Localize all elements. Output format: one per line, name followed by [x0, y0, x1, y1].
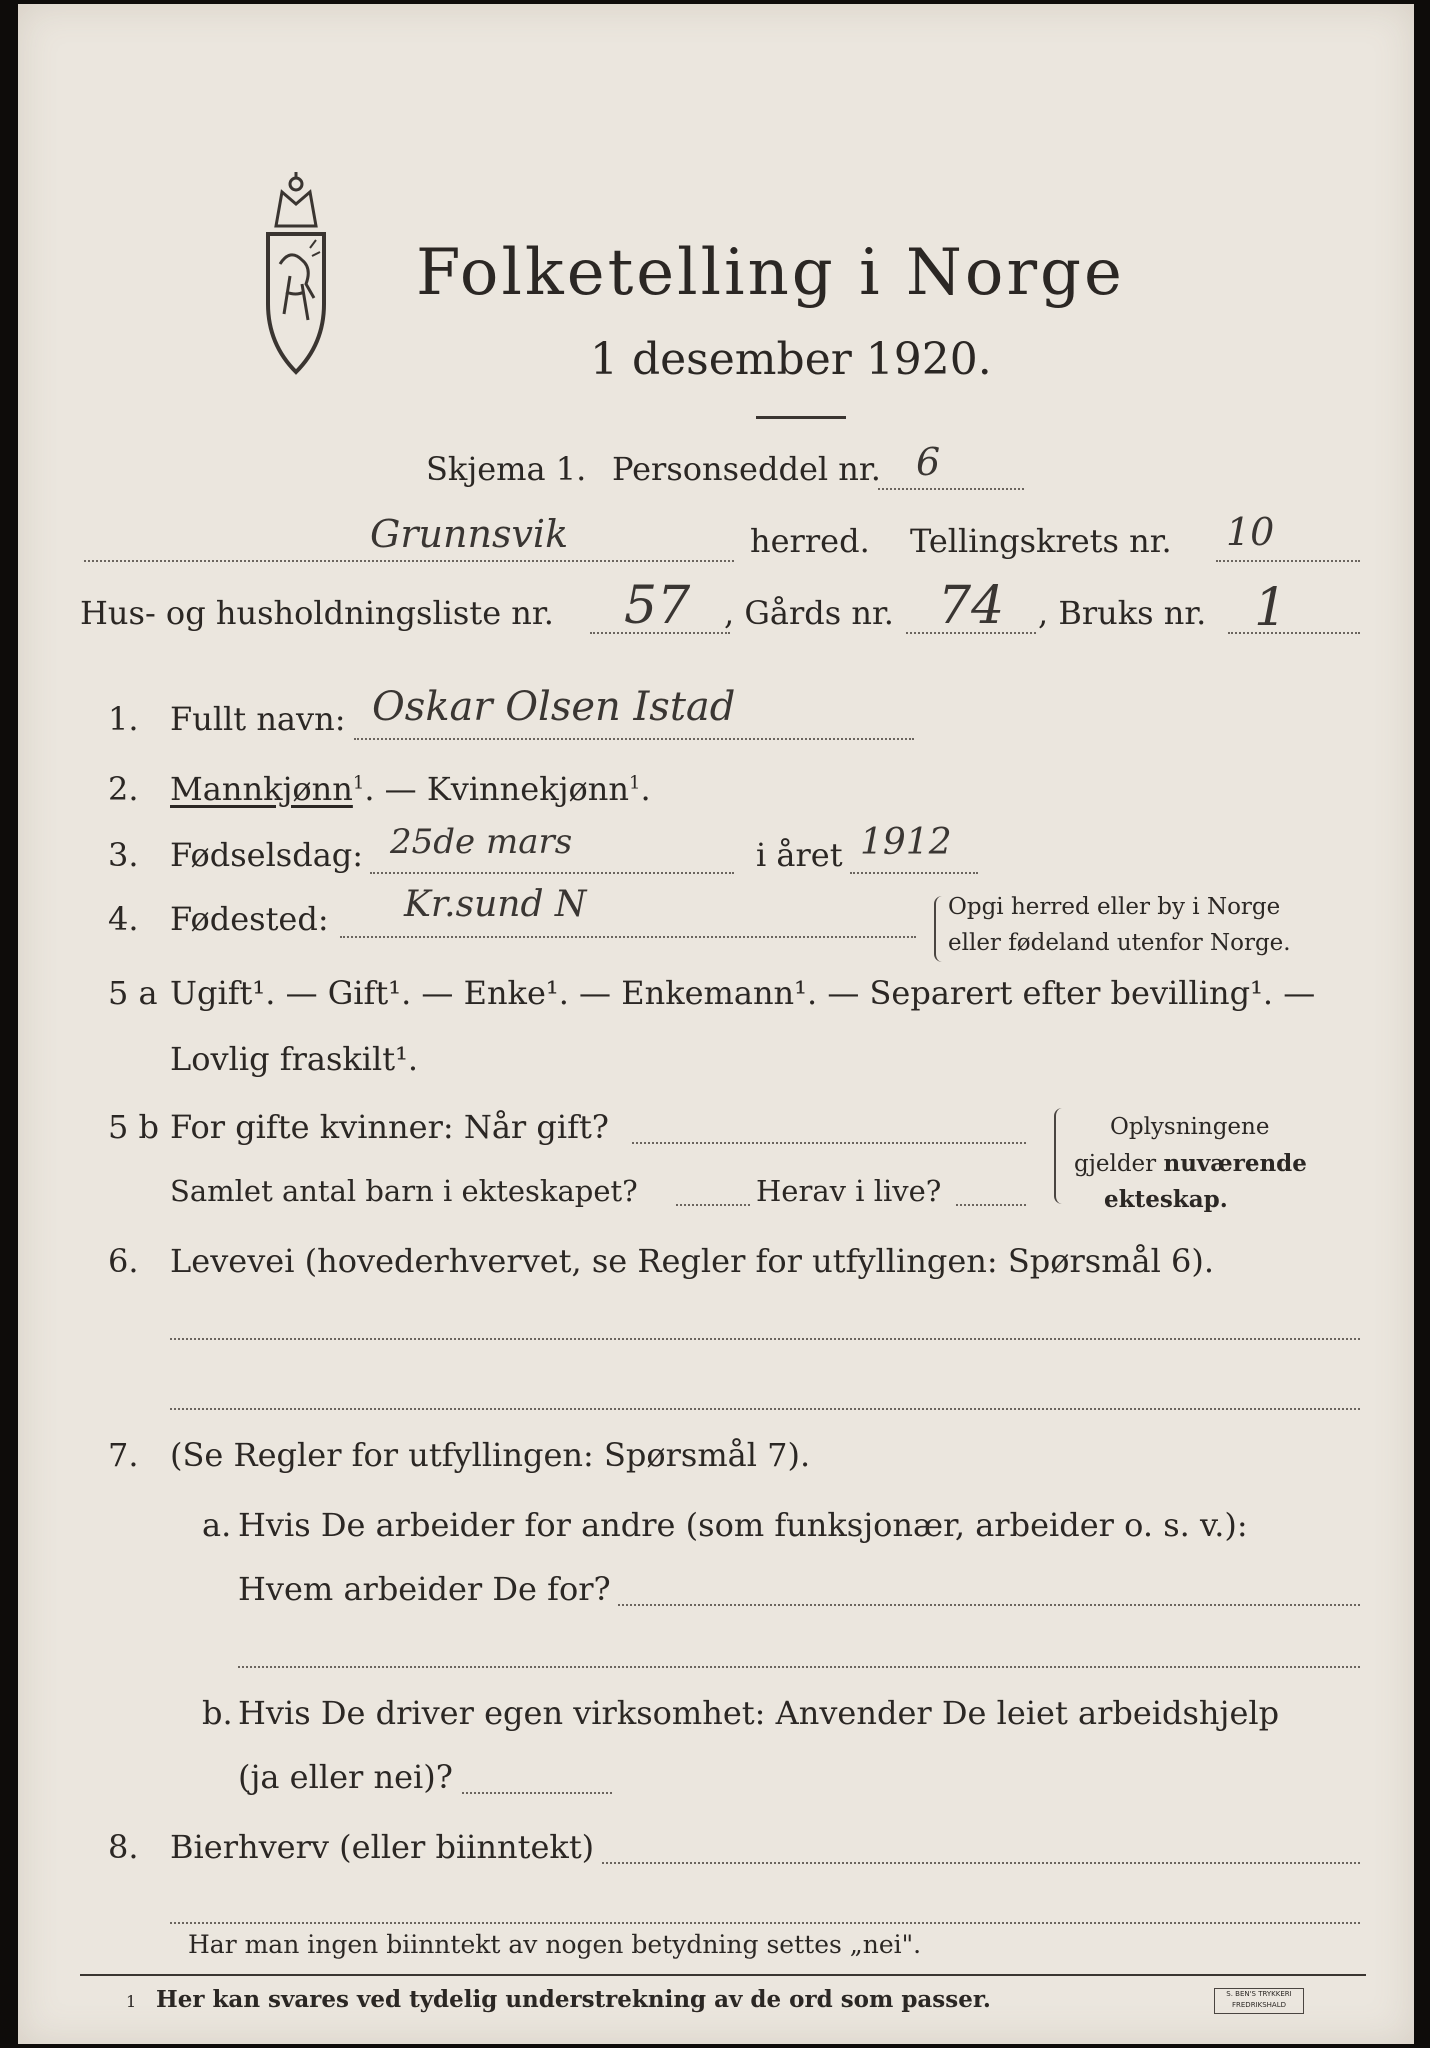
tellingskrets-label: Tellingskrets nr.: [910, 522, 1172, 560]
q5a-options-line2[interactable]: Lovlig fraskilt¹.: [170, 1040, 419, 1078]
q3-year-field-line: [850, 872, 978, 874]
herred-label: herred.: [750, 522, 870, 560]
footnote-divider: [80, 1974, 1366, 1976]
q2-separator: . —: [364, 770, 427, 808]
bruks-label: , Bruks nr.: [1038, 594, 1207, 632]
footnote-text: Her kan svares ved tydelig understrekning av de ord som passer.: [156, 1986, 991, 2013]
gards-value[interactable]: 74: [938, 576, 1005, 636]
q8-label: Bierhverv (eller biinntekt): [170, 1828, 595, 1866]
schema-label: Skjema 1.: [426, 450, 587, 488]
tellingskrets-field-line: [1216, 560, 1360, 562]
q8-note: Har man ingen biinntekt av nogen betydning settes „nei".: [188, 1930, 922, 1959]
herred-value[interactable]: Grunnsvik: [370, 512, 569, 556]
personseddel-field-line: [878, 488, 1024, 490]
q5b-note-brace: [1054, 1108, 1064, 1204]
herred-field-line: [84, 560, 734, 562]
q5b-note-line3: ekteskap.: [1104, 1186, 1228, 1213]
q4-number: 4.: [108, 900, 139, 938]
personseddel-label: Personseddel nr.: [612, 450, 881, 488]
q3-birthday-value[interactable]: 25de mars: [390, 822, 573, 862]
q1-number: 1.: [108, 700, 139, 738]
q5b-alive-line: [956, 1204, 1026, 1206]
q4-note-line1: Opgi herred eller by i Norge: [948, 894, 1281, 920]
q3-year-value[interactable]: 1912: [860, 822, 952, 863]
q7a-answer-line2[interactable]: [238, 1666, 1360, 1668]
q3-number: 3.: [108, 836, 139, 874]
q7-label: (Se Regler for utfyllingen: Spørsmål 7).: [170, 1436, 811, 1474]
q7b-answer-line[interactable]: [462, 1792, 612, 1794]
q1-field-line: [354, 738, 914, 740]
q7b-label-line1: Hvis De driver egen virksomhet: Anvender De leiet arbeidshjelp: [238, 1694, 1280, 1732]
personseddel-value[interactable]: 6: [916, 440, 941, 484]
gards-label: , Gårds nr.: [724, 594, 894, 632]
q5a-number: 5 a: [108, 974, 158, 1012]
q4-label: Fødested:: [170, 900, 329, 938]
q5b-note-line1: Oplysningene: [1110, 1114, 1270, 1140]
q5b-note-gjelder: gjelder: [1074, 1151, 1157, 1177]
census-form-sheet: [18, 4, 1414, 2044]
q8-answer-line2[interactable]: [170, 1922, 1360, 1924]
q8-number: 8.: [108, 1828, 139, 1866]
q4-note-brace: [934, 896, 944, 962]
footnote-mark: 1: [126, 1992, 137, 2011]
q4-note-line2: eller fødeland utenfor Norge.: [948, 930, 1291, 956]
q5a-options[interactable]: Ugift¹. — Gift¹. — Enke¹. — Enkemann¹. — Separert efter bevilling¹. —: [170, 974, 1316, 1012]
q7a-label-line2: Hvem arbeider De for?: [238, 1570, 611, 1608]
q5b-number: 5 b: [108, 1108, 160, 1146]
q5b-children-line: [676, 1204, 750, 1206]
printer-stamp: [1214, 1988, 1304, 2014]
census-date: 1 desember 1920.: [590, 334, 992, 385]
q5b-alive-label: Herav i live?: [756, 1174, 942, 1208]
q2-female-option[interactable]: Kvinnekjønn: [426, 770, 629, 808]
q5b-when-married-line: [632, 1142, 1026, 1144]
q4-field-line: [340, 936, 916, 938]
q2-options: Mannkjønn$^1$. — Kvinnekjønn$^1$.: [170, 770, 651, 808]
q8-answer-line1[interactable]: [602, 1862, 1360, 1864]
q2-female-footnote-mark: 1: [629, 772, 641, 794]
q3-field-line: [370, 872, 734, 874]
husliste-value[interactable]: 57: [624, 576, 691, 636]
q1-label: Fullt navn:: [170, 700, 346, 738]
q2-number: 2.: [108, 770, 139, 808]
q6-answer-line2[interactable]: [170, 1408, 1360, 1410]
q6-answer-line1[interactable]: [170, 1338, 1360, 1340]
bruks-field-line: [1228, 632, 1360, 634]
q7b-label-line2: (ja eller nei)?: [238, 1758, 453, 1796]
q2-male-footnote-mark: 1: [352, 772, 365, 794]
q5b-when-married-label: For gifte kvinner: Når gift?: [170, 1108, 609, 1146]
q2-male-option[interactable]: Mannkjønn: [170, 770, 353, 808]
q1-full-name-value[interactable]: Oskar Olsen Istad: [372, 684, 736, 730]
printer-stamp-line1: S. BEN'S TRYKKERI: [1226, 1990, 1292, 1998]
q7b-letter: b.: [202, 1694, 233, 1732]
q6-number: 6.: [108, 1242, 139, 1280]
tellingskrets-value[interactable]: 10: [1226, 510, 1275, 554]
q3-year-label: i året: [756, 836, 843, 874]
q4-birthplace-value[interactable]: Kr.sund N: [404, 884, 587, 925]
q3-label: Fødselsdag:: [170, 836, 364, 874]
q7a-letter: a.: [202, 1506, 232, 1544]
form-title: Folketelling i Norge: [416, 236, 1125, 310]
title-divider: [756, 416, 846, 419]
q5b-note-nuvaerende: nuværende: [1163, 1150, 1307, 1177]
q7a-label-line1: Hvis De arbeider for andre (som funksjonær, arbeider o. s. v.):: [238, 1506, 1248, 1544]
husliste-label: Hus- og husholdningsliste nr.: [80, 594, 554, 632]
q5b-children-label: Samlet antal barn i ekteskapet?: [170, 1174, 638, 1208]
norway-coat-of-arms-icon: [246, 164, 346, 384]
q7-number: 7.: [108, 1436, 139, 1474]
q7a-answer-line1[interactable]: [618, 1604, 1360, 1606]
bruks-value[interactable]: 1: [1254, 578, 1288, 638]
q6-label: Levevei (hovederhvervet, se Regler for utfyllingen: Spørsmål 6).: [170, 1242, 1215, 1280]
q5b-note-line2: [1074, 1150, 1307, 1177]
printer-stamp-line2: FREDRIKSHALD: [1231, 2001, 1286, 2009]
